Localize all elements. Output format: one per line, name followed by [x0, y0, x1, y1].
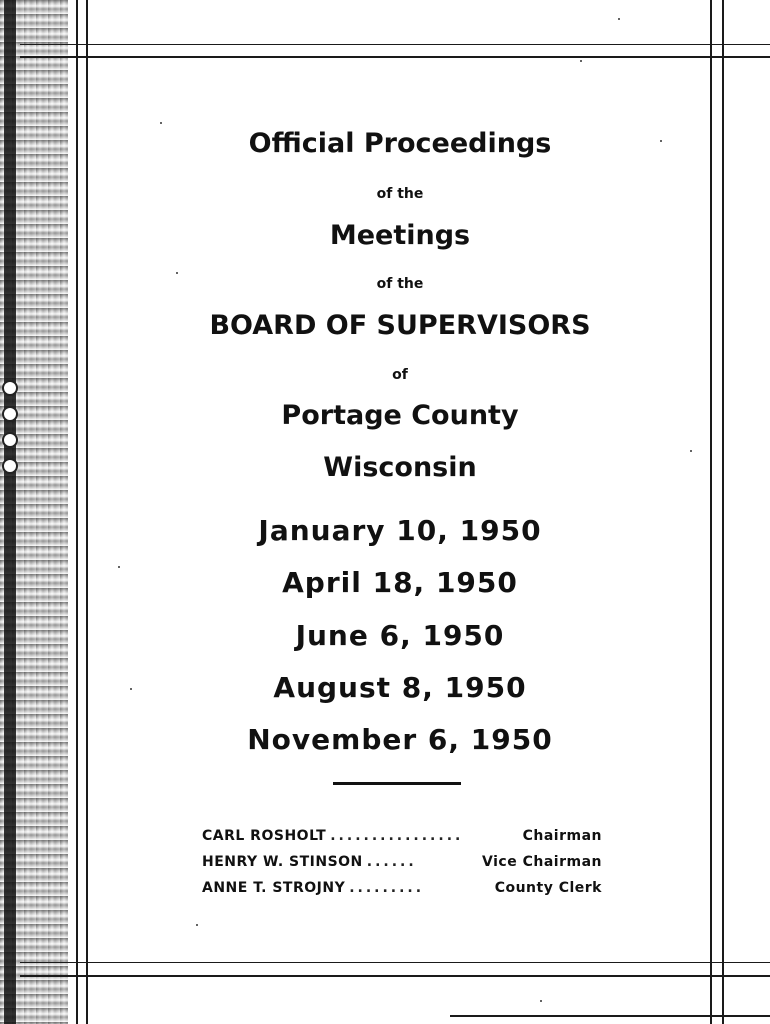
county-heading: Portage County [281, 400, 519, 431]
ornamental-divider [333, 782, 461, 785]
frame-line-left-inner [86, 0, 88, 1024]
meeting-date: August 8, 1950 [273, 671, 527, 704]
binding-hole [2, 458, 18, 474]
state-heading: Wisconsin [323, 452, 477, 483]
officer-row [202, 828, 602, 854]
officer-role: County Clerk [494, 880, 602, 896]
meeting-date: January 10, 1950 [258, 514, 542, 547]
officer-name: CARL ROSHOLT [202, 828, 327, 844]
binding-holes [0, 380, 16, 484]
officer-role: Chairman [522, 828, 602, 844]
connector-text: of the [376, 186, 424, 202]
dot-leader: ...... [366, 854, 417, 870]
frame-line-right-outer [722, 0, 724, 1024]
officer-name: HENRY W. STINSON [202, 854, 363, 870]
document-title: Official Proceedings [248, 128, 552, 159]
officer-row [202, 880, 602, 906]
cover-content [92, 0, 708, 1024]
officers-list [202, 828, 602, 906]
binding-hole [2, 380, 18, 396]
meeting-date: April 18, 1950 [282, 566, 518, 599]
board-heading: BOARD OF SUPERVISORS [209, 310, 591, 341]
officer-row [202, 854, 602, 880]
officer-name: ANNE T. STROJNY [202, 880, 346, 896]
binding-edge [4, 0, 16, 1024]
frame-line-right-inner [710, 0, 712, 1024]
dot-leader: ................ [330, 828, 464, 844]
meeting-date: June 6, 1950 [295, 619, 505, 652]
frame-line-left-outer [76, 0, 78, 1024]
binding-hole [2, 406, 18, 422]
connector-text: of the [376, 276, 424, 292]
meeting-date: November 6, 1950 [247, 723, 553, 756]
dot-leader: ......... [349, 880, 425, 896]
officer-role: Vice Chairman [482, 854, 602, 870]
meetings-heading: Meetings [329, 220, 471, 251]
binding-hole [2, 432, 18, 448]
connector-text: of [392, 367, 408, 383]
